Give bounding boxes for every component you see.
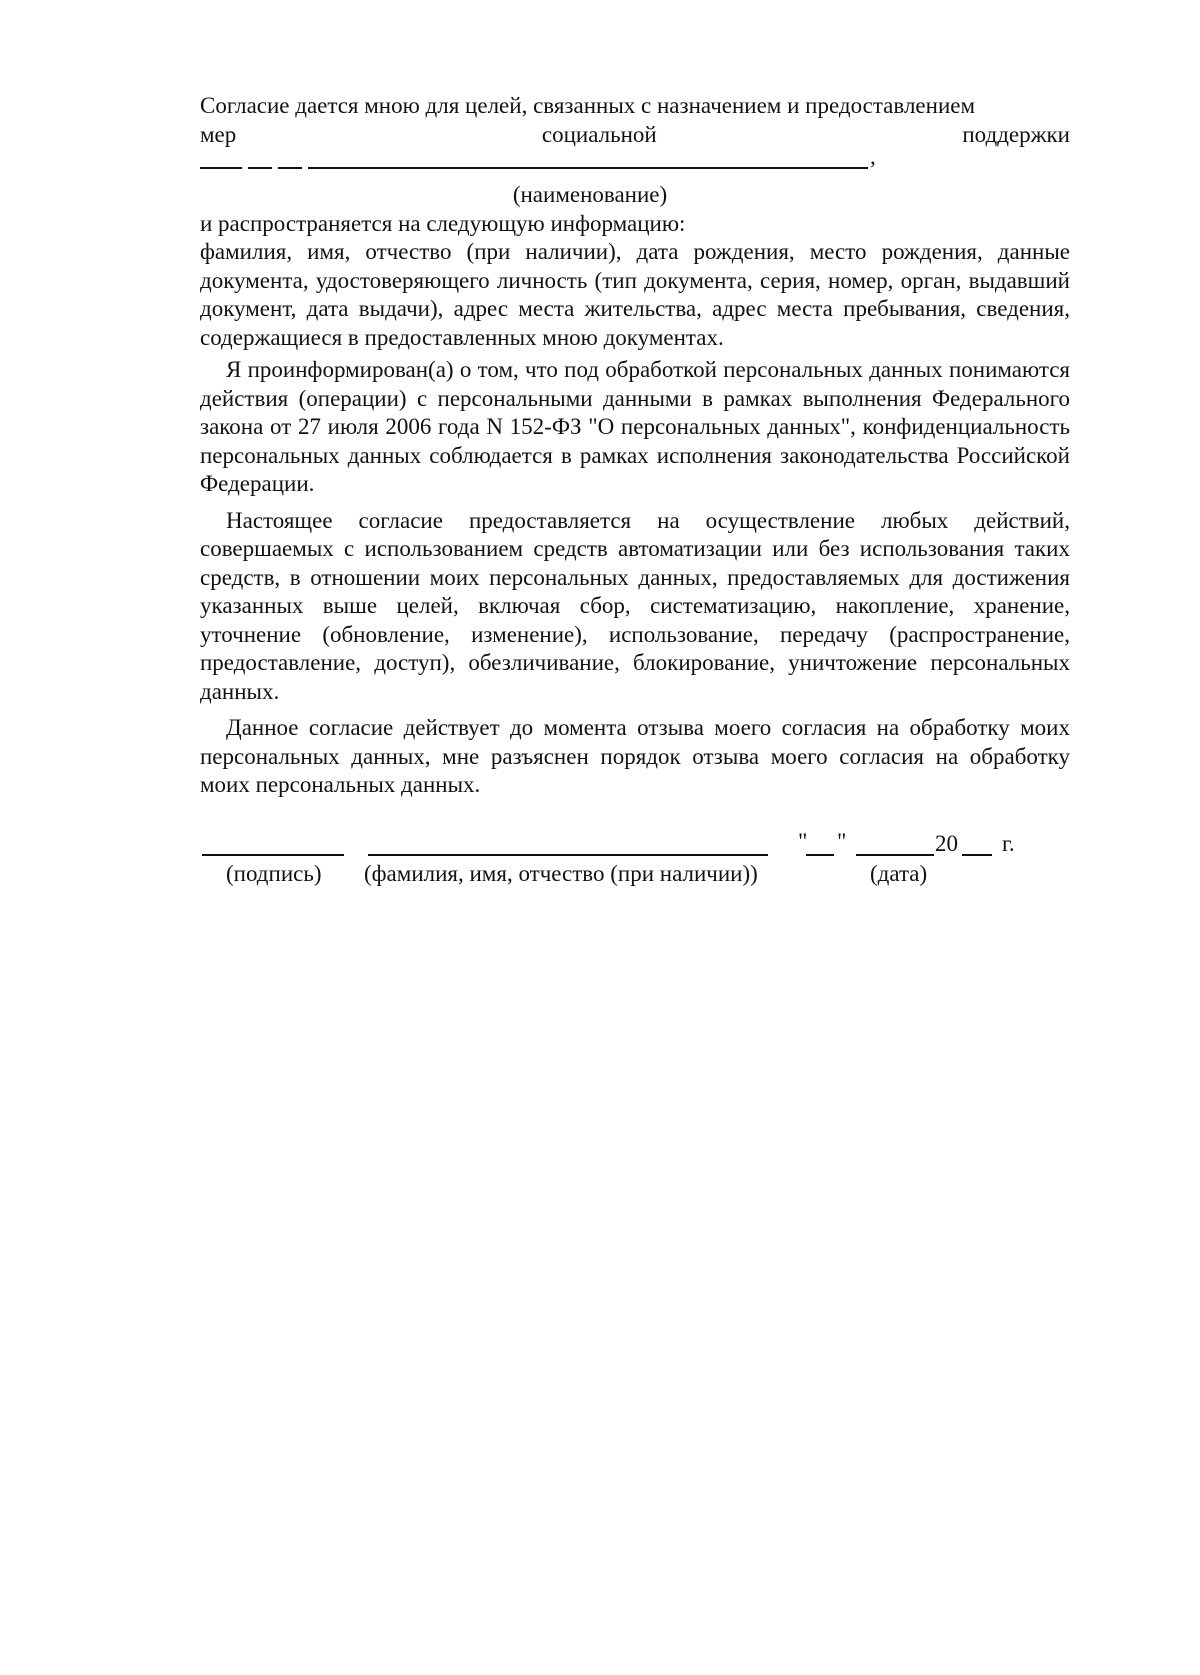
- organization-name-blank-line: [200, 167, 868, 169]
- date-quote-close: ": [837, 828, 847, 854]
- date-day-line[interactable]: [806, 854, 834, 856]
- paragraph-actions: Настоящее согласие предоставляется на осуществление любых действий, совершаемых с использованием средств автоматизации или без использования таких средств, в отношении моих персональных данных, предоставляемых для достижения указанных выше целей, включая сбор, систематизацию, накопление, хранение, уточнение (обновление, изменение), использование, передачу (распространение, предоставление, доступ), обезличивание, блокирование, уничтожение персональных данных.: [200, 507, 1070, 704]
- organization-name-comma: ,: [870, 144, 876, 169]
- consent-document: [200, 92, 1070, 910]
- organization-name-field[interactable]: [200, 144, 1070, 181]
- date-year-line[interactable]: [962, 854, 992, 856]
- signature-line[interactable]: [202, 854, 344, 856]
- date-caption: (дата): [870, 860, 928, 886]
- date-year-suffix: г.: [1002, 830, 1015, 856]
- full-name-line[interactable]: [368, 854, 768, 856]
- signature-caption: (подпись): [226, 860, 322, 886]
- consent-intro-line1: Согласие дается мною для целей, связанных с назначением и предоставлением: [200, 93, 976, 118]
- info-list: фамилия, имя, отчество (при наличии), дата рождения, место рождения, данные документа, удостоверяющего личность (тип документа, серия, номер, орган, выдавший документ, дата выдачи), адрес места жительства, адрес места пребывания, сведения, содержащиеся в предоставленных мною документах.: [200, 239, 1070, 350]
- info-intro: и распространяется на следующую информацию:: [200, 210, 686, 236]
- signature-block: [200, 830, 1070, 910]
- organization-name-caption: (наименование): [512, 182, 668, 207]
- date-month-line[interactable]: [856, 854, 934, 856]
- word-mer: мер: [200, 121, 237, 147]
- consent-intro-line2: [200, 121, 1070, 150]
- full-name-caption: (фамилия, имя, отчество (при наличии)): [364, 860, 758, 886]
- word-support: поддержки: [962, 121, 1070, 147]
- paragraph-validity: Данное согласие действует до момента отзыва моего согласия на обработку моих персональных данных, мне разъяснен порядок отзыва моего согласия на обработку моих персональных данных.: [200, 715, 1070, 797]
- date-year-prefix: 20: [935, 830, 958, 856]
- date-quote-open: ": [798, 828, 808, 854]
- word-social: социальной: [541, 121, 657, 147]
- paragraph-informed: Я проинформирован(а) о том, что под обработкой персональных данных понимаются действия (операции) с персональными данными в рамках выполнения Федерального закона от 27 июля 2006 года N 152-ФЗ "О персональных данных", конфиденциальность персональных данных соблюдается в рамках исполнения законодательства Российской Федерации.: [200, 357, 1070, 496]
